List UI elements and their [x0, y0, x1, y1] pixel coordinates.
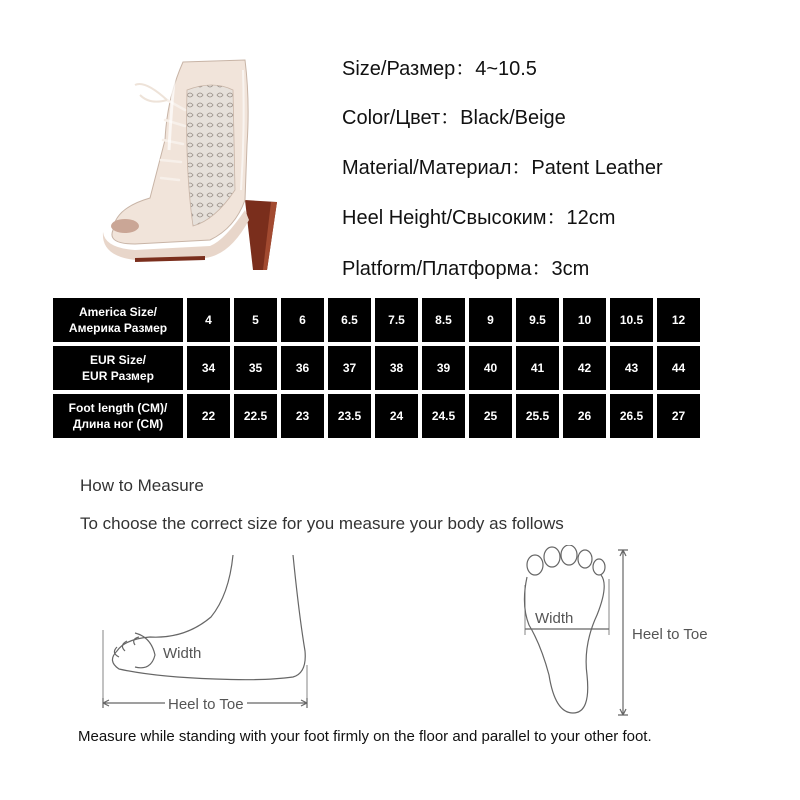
length-arrow [618, 550, 628, 715]
table-cell: 42 [562, 345, 607, 391]
sole-outline [524, 575, 604, 713]
table-cell: 43 [609, 345, 654, 391]
row-header-eur: EUR Size/ EUR Размер [52, 345, 184, 391]
table-cell: 26 [562, 393, 607, 439]
table-cell: 8.5 [421, 297, 466, 343]
table-cell: 25.5 [515, 393, 560, 439]
row-header-foot-length: Foot length (CM)/ Длина ног (CM) [52, 393, 184, 439]
row-header-us: America Size/ Америка Размер [52, 297, 184, 343]
table-cell: 41 [515, 345, 560, 391]
table-cell: 35 [233, 345, 278, 391]
sole-width-label: Width [535, 610, 574, 627]
sole-length-label: Heel to Toe [632, 626, 708, 643]
spec-heel-height: Heel Height/Свысоким：12cm [342, 207, 616, 229]
spec-size: Size/Размер：4~10.5 [342, 58, 537, 80]
table-cell: 4 [186, 297, 231, 343]
side-length-label: Heel to Toe [165, 696, 247, 713]
spec-material: Material/Материал：Patent Leather [342, 157, 663, 179]
table-cell: 40 [468, 345, 513, 391]
spec-color: Color/Цвет：Black/Beige [342, 107, 566, 129]
table-cell: 12 [656, 297, 701, 343]
table-cell: 36 [280, 345, 325, 391]
table-cell: 27 [656, 393, 701, 439]
spec-platform: Platform/Платформа：3cm [342, 258, 590, 280]
table-cell: 9 [468, 297, 513, 343]
table-cell: 24.5 [421, 393, 466, 439]
table-cell: 7.5 [374, 297, 419, 343]
foot-outline [112, 555, 305, 680]
table-row-us [52, 297, 701, 343]
size-table [50, 295, 703, 441]
table-cell: 25 [468, 393, 513, 439]
table-cell: 10.5 [609, 297, 654, 343]
table-cell: 23 [280, 393, 325, 439]
table-cell: 26.5 [609, 393, 654, 439]
table-cell: 34 [186, 345, 231, 391]
table-cell: 38 [374, 345, 419, 391]
how-to-measure-title: How to Measure [80, 476, 204, 495]
table-cell: 9.5 [515, 297, 560, 343]
table-cell: 10 [562, 297, 607, 343]
product-image [95, 50, 300, 275]
table-row-eur [52, 345, 701, 391]
table-cell: 22 [186, 393, 231, 439]
table-cell: 24 [374, 393, 419, 439]
side-width-label: Width [163, 645, 202, 662]
how-to-measure-subtitle: To choose the correct size for you measure your body as follows [80, 514, 564, 533]
table-cell: 6.5 [327, 297, 372, 343]
table-row-foot-length [52, 393, 701, 439]
table-cell: 5 [233, 297, 278, 343]
table-cell: 6 [280, 297, 325, 343]
measure-note: Measure while standing with your foot firmly on the floor and parallel to your other foot. [78, 728, 652, 745]
table-cell: 22.5 [233, 393, 278, 439]
table-cell: 23.5 [327, 393, 372, 439]
table-cell: 39 [421, 345, 466, 391]
table-cell: 44 [656, 345, 701, 391]
table-cell: 37 [327, 345, 372, 391]
